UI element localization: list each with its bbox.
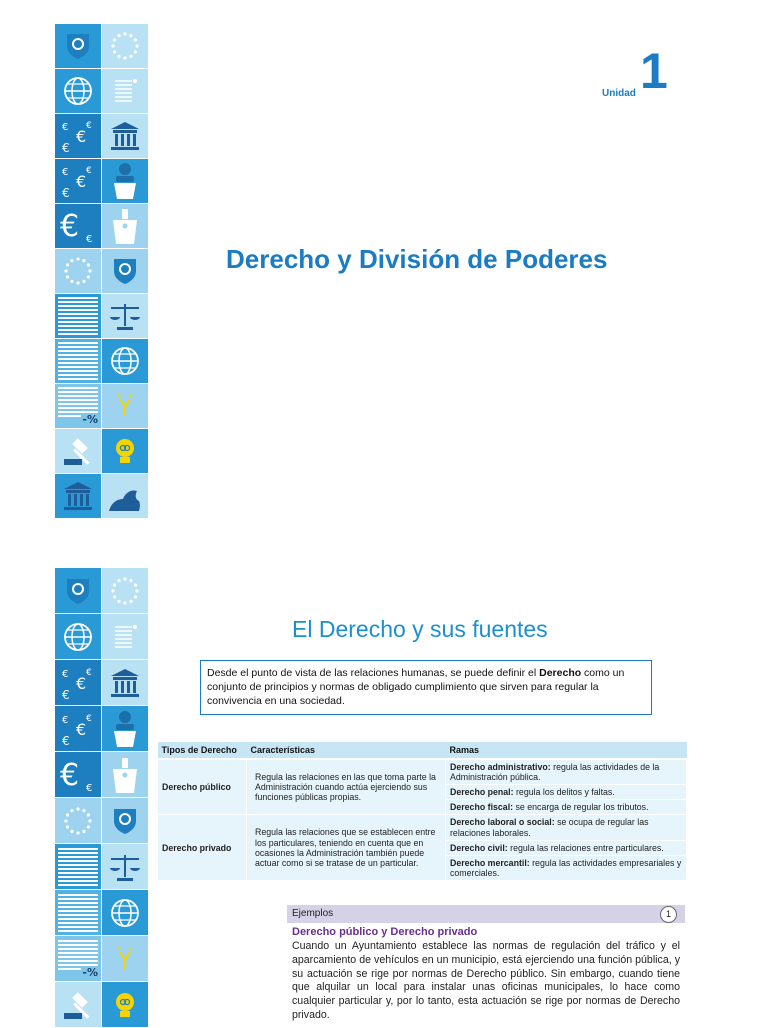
shield-icon [102,249,148,293]
example-header-label: Ejemplos [292,908,334,919]
svg-text:€: € [62,668,69,680]
eu-stars-icon [55,798,101,843]
svg-text:€: € [62,122,69,133]
characteristics-private: Regula las relaciones que se establecen entre los particulares, teniendo en cuenta que en ocasiones la Administración también puede actuar como si se tratase de un particular. [247,815,446,881]
characteristics-public: Regula las relaciones en las que toma parte la Administración cuando actúa ejerciendo sus funciones públicas propias. [247,759,446,815]
shield-icon [55,24,101,68]
shield-icon [102,798,148,843]
stripes-percent-icon [55,936,101,981]
law-types-table [157,742,687,881]
svg-text:€: € [86,121,92,131]
svg-text:€: € [60,209,80,244]
percent-label: -% [82,966,98,979]
svg-text:€: € [86,234,93,245]
section-title: El Derecho y sus fuentes [292,616,548,642]
document-icon [102,614,148,659]
branch-item: Derecho laboral o social: se ocupa de regular las relaciones laborales. [446,815,687,840]
example-subtitle: Derecho público y Derecho privado [292,926,478,938]
header-types: Tipos de Derecho [158,742,247,759]
svg-text:€: € [62,186,70,200]
euro-coins-icon [55,114,101,158]
decorative-icon-strip [55,568,148,1028]
svg-text:€: € [86,667,92,678]
document-icon [102,69,148,113]
lightbulb-icon [102,982,148,1027]
branch-item: Derecho penal: regula los delitos y faltas. [446,785,687,800]
svg-text:€: € [62,687,70,702]
eu-stars-icon [102,568,148,613]
type-public: Derecho público [158,759,247,815]
example-header [287,905,685,923]
example-box [287,905,685,1023]
decorative-icon-strip [55,24,148,518]
definition-box [200,660,652,715]
table-header-row [158,742,687,759]
scales-icon [102,294,148,338]
scales-icon [102,844,148,889]
gavel-icon [55,429,101,473]
branch-item: Derecho civil: regula las relaciones entre particulares. [446,840,687,855]
euro-coins-icon [55,660,101,705]
shield-icon [55,568,101,613]
svg-text:€: € [76,172,87,191]
header-branches: Ramas [446,742,687,759]
euro-coins-icon [55,706,101,751]
speaker-podium-icon [102,706,148,751]
branch-item: Derecho administrativo: regula las actividades de la Administración pública. [446,759,687,785]
stripes-icon [55,294,101,338]
page-title: Derecho y División de Poderes [226,244,608,274]
table-row [158,759,687,785]
svg-text:€: € [62,141,70,155]
stripes-icon [55,844,101,889]
percent-label: -% [82,413,98,426]
table-row [158,815,687,840]
branch-item: Derecho fiscal: se encarga de regular los tributos. [446,800,687,815]
globe-icon [102,339,148,383]
euro-large-icon [55,752,101,797]
type-private: Derecho privado [158,815,247,881]
speaker-podium-icon [102,159,148,203]
svg-text:€: € [62,167,69,178]
tap-icon [102,384,148,428]
svg-text:€: € [76,673,87,693]
svg-text:€: € [62,714,69,726]
branch-item: Derecho mercantil: regula las actividades empresariales y comerciales. [446,855,687,880]
ballot-box-icon [102,204,148,248]
example-text: Cuando un Ayuntamiento establece las normas de regulación del tráfico y el aparcamiento de vehículos en un municipio, está ejerciendo una función pública, y su actuación se rige por normas de Derecho público. Sin embargo, cuando tiene que alquilar un local para instalar unas oficinas municipales, lo hace como cualquier particular y, por lo tanto, esta actuación se rige por normas de Derecho privado. [292,940,680,1021]
svg-text:€: € [62,733,70,748]
example-number-badge: 1 [660,906,677,923]
ballot-box-icon [102,752,148,797]
lightbulb-icon [102,429,148,473]
institution-icon [102,660,148,705]
stripes-icon [55,339,101,383]
institution-icon [55,474,101,518]
gavel-icon [55,982,101,1027]
definition-term: Derecho [539,667,582,679]
svg-text:€: € [86,782,93,794]
lion-icon [102,474,148,518]
stripes-percent-icon [55,384,101,428]
stripes-icon [55,890,101,935]
tap-icon [102,936,148,981]
euro-large-icon [55,204,101,248]
euro-coins-icon [55,159,101,203]
definition-text-end: como un conjunto de principios y normas de obligado cumplimiento que sirven para regular la convivencia en una sociedad. [207,667,625,708]
header-characteristics: Características [247,742,446,759]
unit-label: Unidad [602,88,636,99]
globe-icon [55,69,101,113]
eu-stars-icon [55,249,101,293]
definition-text-start: Desde el punto de vista de las relaciones humanas, se puede definir el [207,667,540,679]
svg-text:€: € [76,719,87,739]
institution-icon [102,114,148,158]
svg-text:€: € [60,757,80,793]
slide-content [0,560,768,1024]
globe-icon [55,614,101,659]
unit-number: 1 [640,43,668,99]
globe-icon [102,890,148,935]
svg-text:€: € [86,713,92,724]
svg-text:€: € [76,127,87,146]
svg-text:€: € [86,166,92,176]
eu-stars-icon [102,24,148,68]
